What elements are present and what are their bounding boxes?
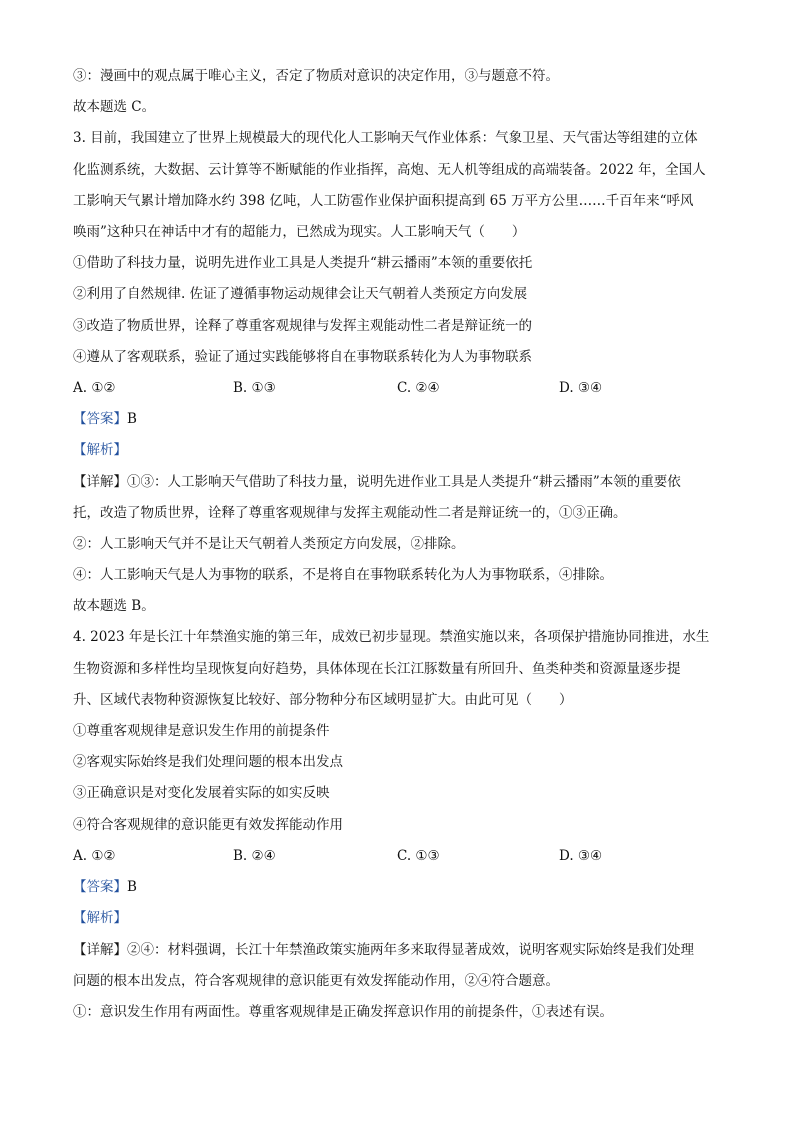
q3-statement-2: ②利用了自然规律. 佐证了遵循事物运动规律会让天气朝着人类预定方向发展 (73, 286, 528, 302)
q4-answer-value: B (127, 879, 137, 895)
q4-option-d: D. ③④ (559, 848, 603, 864)
q4-statement-3: ③正确意识是对变化发展着实际的如实反映 (73, 785, 330, 801)
q4-option-b: B. ②④ (233, 848, 276, 864)
q4-stem-line-2: 生物资源和多样性均呈现恢复向好趋势，具体体现在长江江豚数量有所回升、鱼类种类和资源量逐步提 (73, 661, 681, 677)
q3-analysis-heading: 【解析】 (73, 442, 127, 458)
q4-stem-line-3: 升、区域代表物种资源恢复比较好、部分物种分布区域明显扩大。由此可见（ ） (73, 692, 573, 708)
q4-statement-2: ②客观实际始终是我们处理问题的根本出发点 (73, 754, 343, 770)
q4-answer: 【答案】B (73, 879, 137, 895)
q3-detail-label: 详解 (86, 474, 114, 490)
q3-stem-line-2: 化监测系统，大数据、云计算等不断赋能的作业指挥，高炮、无人机等组成的高端装备。2022 年，全国人 (73, 162, 706, 178)
q3-statement-3: ③改造了物质世界，诠释了尊重客观规律与发挥主观能动性二者是辩证统一的 (73, 318, 532, 334)
q3-statement-4: ④遵从了客观联系，验证了通过实践能够将自在事物联系转化为人为事物联系 (73, 349, 532, 365)
q4-statement-4: ④符合客观规律的意识能更有效发挥能动作用 (73, 817, 343, 833)
q3-answer-label: 答案 (86, 411, 114, 427)
q3-stem-line-1: 3. 目前，我国建立了世界上规模最大的现代化人工影响天气作业体系：气象卫星、天气雷达等组建的立体 (73, 130, 698, 146)
q3-option-b: B. ①③ (233, 380, 276, 396)
q3-answer-value: B (127, 411, 137, 427)
q3-options (73, 378, 725, 398)
q4-options (73, 846, 725, 866)
q4-detail-label: 详解 (86, 942, 114, 958)
q4-option-a: A. ①② (73, 848, 116, 864)
q3-answer: 【答案】B (73, 411, 137, 427)
q4-statement-1: ①尊重客观规律是意识发生作用的前提条件 (73, 723, 330, 739)
q4-analysis-label: 解析 (86, 910, 114, 926)
q4-analysis-heading: 【解析】 (73, 910, 127, 926)
q3-statement-1: ①借助了科技力量，说明先进作业工具是人类提升“耕云播雨”本领的重要依托 (73, 255, 533, 271)
q3-stem-line-4: 唤雨”这种只在神话中才有的超能力，已然成为现实。人工影响天气（ ） (73, 224, 526, 240)
q4-stem-line-1: 4. 2023 年是长江十年禁渔实施的第三年，成效已初步显现。禁渔实施以来，各项保护措施协同推进，水生 (73, 629, 710, 645)
q4-detail-line-3: ①：意识发生作用有两面性。尊重客观规律是正确发挥意识作用的前提条件，①表述有误。 (73, 1004, 613, 1020)
q3-analysis-label: 解析 (86, 442, 114, 458)
q3-option-a: A. ①② (73, 380, 116, 396)
prev-conclusion: 故本题选 C。 (73, 99, 156, 115)
q4-detail-text-1: ②④：材料强调，长江十年禁渔政策实施两年多来取得显著成效，说明客观实际始终是我们处理 (127, 942, 694, 958)
q3-detail-text-1: ①③：人工影响天气借助了科技力量，说明先进作业工具是人类提升“耕云播雨”本领的重要依 (127, 474, 681, 490)
q4-answer-label: 答案 (86, 879, 114, 895)
q3-detail-line-1: 【详解】①③：人工影响天气借助了科技力量，说明先进作业工具是人类提升“耕云播雨”本领的重要依 (73, 474, 681, 490)
q3-detail-line-4: ④：人工影响天气是人为事物的联系，不是将自在事物联系转化为人为事物联系，④排除。 (73, 567, 613, 583)
prev-analysis-line: ③：漫画中的观点属于唯心主义，否定了物质对意识的决定作用，③与题意不符。 (73, 68, 559, 84)
q3-detail-line-2: 托，改造了物质世界，诠释了尊重客观规律与发挥主观能动性二者是辩证统一的，①③正确。 (73, 505, 627, 521)
q4-detail-line-1: 【详解】②④：材料强调，长江十年禁渔政策实施两年多来取得显著成效，说明客观实际始终是我们处理 (73, 942, 694, 958)
q3-option-d: D. ③④ (559, 380, 603, 396)
q3-detail-line-3: ②：人工影响天气并不是让天气朝着人类预定方向发展，②排除。 (73, 536, 465, 552)
q4-detail-line-2: 问题的根本出发点，符合客观规律的意识能更有效发挥能动作用，②④符合题意。 (73, 973, 559, 989)
q3-option-c: C. ②④ (397, 380, 440, 396)
q4-option-c: C. ①③ (397, 848, 440, 864)
q3-stem-line-3: 工影响天气累计增加降水约 398 亿吨，人工防雹作业保护面积提高到 65 万平方公里……千百年来“呼风 (73, 193, 694, 209)
q3-conclusion: 故本题选 B。 (73, 598, 155, 614)
